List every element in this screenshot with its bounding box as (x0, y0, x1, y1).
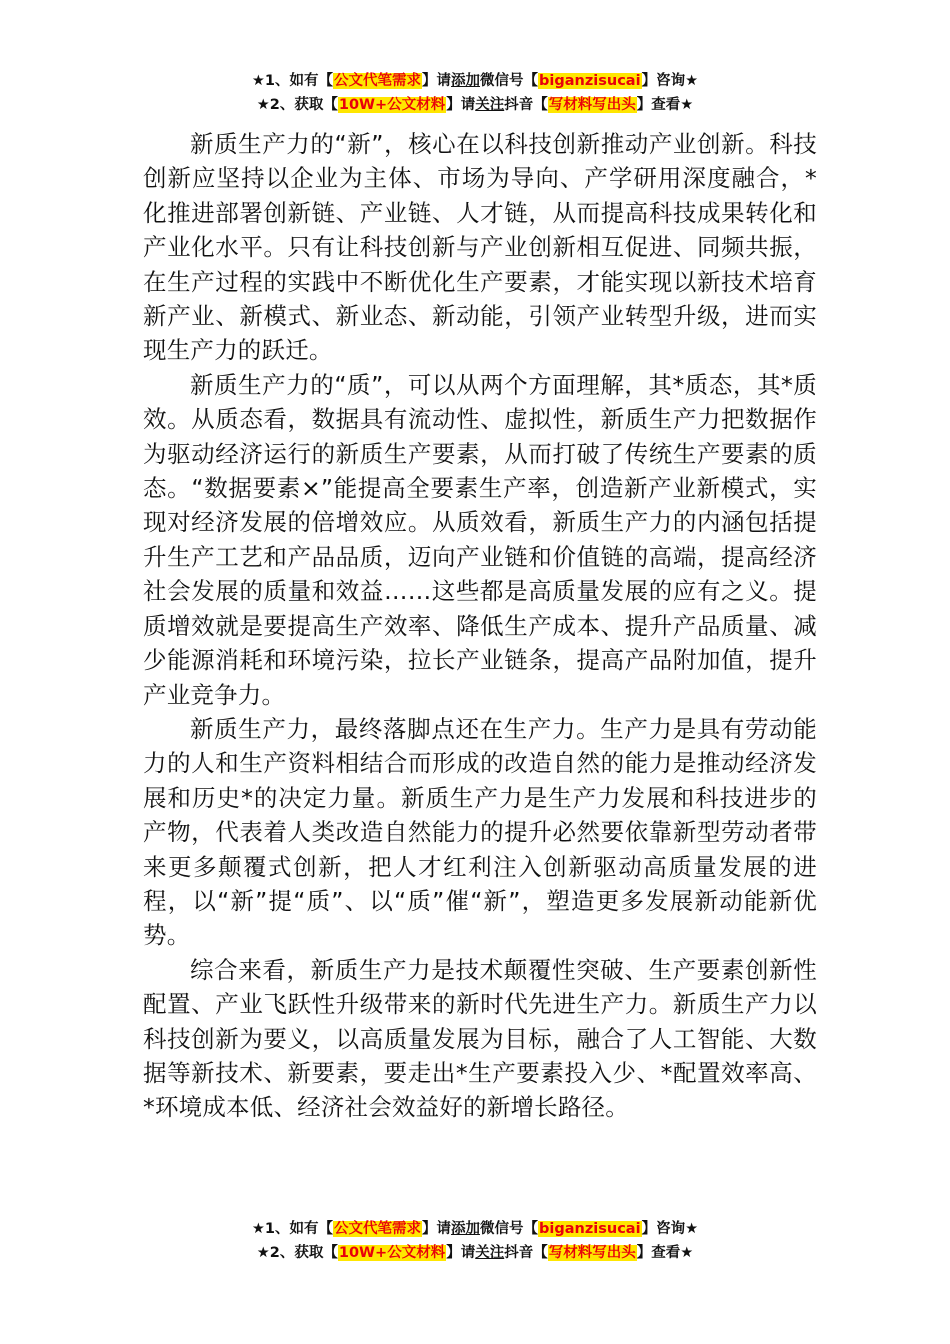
banner-text: 微信号【 (480, 1221, 539, 1237)
paragraph: 新质生产力的“新”，核心在以科技创新推动产业创新。科技创新应坚持以企业为主体、市场为导向、产学研用深度融合，*化推进部署创新链、产业链、人才链，从而提高科技成果转化和产业化水平。只有让科技创新与产业创新相互促进、同频共振，在生产过程的实践中不断优化生产要素，才能实现以新技术培育新产业、新模式、新业态、新动能，引领产业转型升级，进而实现生产力的跃迁。 (143, 130, 817, 365)
paragraph: 新质生产力的“质”，可以从两个方面理解，其*质态，其*质效。从质态看，数据具有流动性、虚拟性，新质生产力把数据作为驱动经济运行的新质生产要素，从而打破了传统生产要素的质态。“数据要素×”能提高全要素生产率，创造新产业新模式，实现对经济发展的倍增效应。从质效看，新质生产力的内涵包括提升生产工艺和产品品质，迈向产业链和价值链的高端，提高经济社会发展的质量和效益……这些都是高质量发展的应有之义。提质增效就是要提高生产效率、降低生产成本、提升产品质量、减少能源消耗和环境污染，拉长产业链条，提高产品附加值，提升产业竞争力。 (143, 370, 817, 709)
banner-text: ★2、获取【 (256, 1245, 338, 1261)
banner-text: 】咨询★ (641, 73, 699, 89)
bottom-banner (0, 1218, 950, 1266)
banner-highlight: 写材料写出头 (548, 97, 636, 113)
banner-text: 】请 (446, 97, 476, 113)
banner-highlight: 公文代笔需求 (334, 73, 422, 89)
banner-highlight: biganzisucai (539, 1221, 641, 1237)
banner-highlight: 10W+公文材料 (338, 97, 446, 113)
banner-highlight: 10W+公文材料 (338, 1245, 446, 1261)
banner-line-2 (0, 1242, 950, 1266)
banner-text: ★1、如有【 (251, 1221, 334, 1237)
banner-text: 】查看★ (636, 97, 694, 113)
banner-underline: 添加 (451, 73, 481, 89)
banner-highlight: 写材料写出头 (548, 1245, 636, 1261)
banner-highlight: 公文代笔需求 (334, 1221, 422, 1237)
banner-text: ★1、如有【 (251, 73, 334, 89)
banner-underline: 添加 (451, 1221, 481, 1237)
banner-text: 】请 (422, 1221, 452, 1237)
banner-text: ★2、获取【 (256, 97, 338, 113)
banner-text: 】请 (446, 1245, 476, 1261)
article-body (143, 127, 817, 1125)
banner-highlight: biganzisucai (539, 73, 641, 89)
banner-line-1 (0, 1218, 950, 1242)
banner-text: 】查看★ (636, 1245, 694, 1261)
banner-text: 】咨询★ (641, 1221, 699, 1237)
banner-text: 】请 (422, 73, 452, 89)
banner-text: 抖音【 (504, 97, 548, 113)
banner-text: 微信号【 (480, 73, 539, 89)
banner-underline: 关注 (475, 97, 505, 113)
banner-line-2 (0, 94, 950, 118)
banner-underline: 关注 (475, 1245, 505, 1261)
banner-line-1 (0, 70, 950, 94)
paragraph: 综合来看，新质生产力是技术颠覆性突破、生产要素创新性配置、产业飞跃性升级带来的新时代先进生产力。新质生产力以科技创新为要义，以高质量发展为目标，融合了人工智能、大数据等新技术、新要素，要走出*生产要素投入少、*配置效率高、*环境成本低、经济社会效益好的新增长路径。 (143, 955, 817, 1122)
top-banner (0, 70, 950, 118)
banner-text: 抖音【 (504, 1245, 548, 1261)
paragraph: 新质生产力，最终落脚点还在生产力。生产力是具有劳动能力的人和生产资料相结合而形成的改造自然的能力是推动经济发展和历史*的决定力量。新质生产力是生产力发展和科技进步的产物，代表着人类改造自然能力的提升必然要依靠新型劳动者带来更多颠覆式创新，把人才红利注入创新驱动高质量发展的进程，以“新”提“质”、以“质”催“新”，塑造更多发展新动能新优势。 (143, 714, 817, 950)
